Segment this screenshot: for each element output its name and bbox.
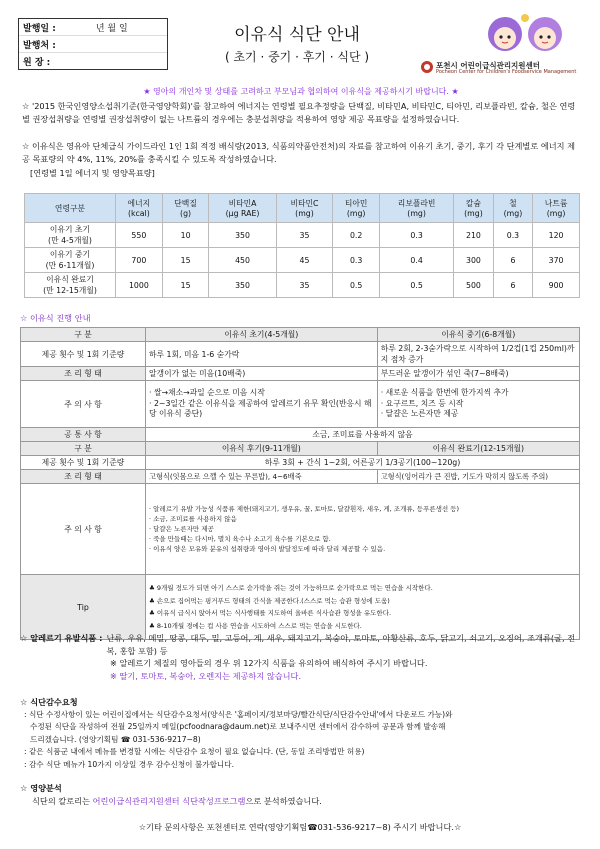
- page-title: 이유식 식단 안내: [234, 25, 360, 45]
- table-row: [21, 470, 580, 484]
- allergy-note-2: ※ 딸기, 토마토, 복숭아, 오렌지는 제공하지 않습니다.: [110, 670, 302, 681]
- nutrient-table: [24, 193, 580, 298]
- review-request-section: [20, 696, 582, 771]
- header-cell: 리보플라빈 (mg): [380, 194, 454, 223]
- table-cell: 15: [162, 273, 209, 298]
- progress-table: [20, 327, 580, 640]
- meals-late: 하루 3회 + 간식 1~2회, 어른공기 1/3공기(100~120g): [146, 456, 580, 470]
- row-label: 이유기 초기 (만 4-5개월): [25, 223, 116, 248]
- note-item: · 이유식 양은 모유와 분유의 섭취량과 영아의 발달정도에 따라 달리 제공할 수 있음.: [149, 545, 386, 553]
- table-row: [21, 367, 580, 381]
- org-name-en: Pocheon Center for Children's Foodservice Management: [436, 69, 577, 75]
- row-label-notes: 주 의 사 항: [21, 484, 146, 575]
- table-cell: 6: [493, 273, 532, 298]
- form-complete: 고형식(잉어리가 큰 진밥, 기도가 막히지 않도록 주의): [377, 470, 579, 484]
- table-row: [25, 248, 580, 273]
- note-item: · 알레르기 유발 가능성 식품류 제한(돼지고기, 생우유, 꿀, 토마토, 달걀흰자, 새우, 게, 조개류, 등푸른생선 등): [149, 505, 460, 513]
- col-header: 구 분: [21, 328, 146, 342]
- table-cell: 370: [533, 248, 580, 273]
- table-cell: 120: [533, 223, 580, 248]
- meals-early: 하루 1회, 미음 1-6 숟가락: [146, 342, 378, 367]
- tip-item: ♣ 손으로 집어먹는 핑거푸드 형태의 간식을 제공한다.(스스로 먹는 습관 형성에 도움): [149, 596, 390, 605]
- table-cell: 210: [454, 223, 493, 248]
- table-cell: 0.2: [333, 223, 380, 248]
- table-cell: 350: [209, 223, 276, 248]
- table-row: [25, 223, 580, 248]
- table-row: [21, 456, 580, 470]
- stage-late-header: 이유식 후기(9-11개월): [146, 442, 378, 456]
- table-cell: 35: [276, 273, 333, 298]
- header-cell: 나트륨 (mg): [533, 194, 580, 223]
- stage-middle-header: 이유식 중기(6-8개월): [377, 328, 579, 342]
- table-row: [21, 342, 580, 367]
- allergy-foods: 난류, 우유, 메밀, 땅콩, 대두, 밀, 고등어, 게, 새우, 돼지고기, 복숭아, 토마토, 아황산류, 호두, 닭고기, 쇠고기, 오징어, 조개류(굴, 전복, 홍합 포함) 등: [106, 633, 576, 656]
- tip-item: ♣ 이유식 급식시 앉아서 먹는 식사행태를 지도하여 올바른 식사습관 형성을 유도한다.: [149, 609, 392, 617]
- header-cell: 에너지 (kcal): [116, 194, 163, 223]
- tip-item: ♣ 8-10개월 경에는 컵 사용 연습을 시도하여 스스로 먹는 연습을 시도한다.: [149, 621, 362, 630]
- notes-early: [146, 381, 378, 428]
- table-cell: 350: [209, 273, 276, 298]
- intro-paragraph-2: ☆ 이유식은 영유아 단체급식 가이드라인 1인 1회 적정 배식량(2013, 식품의약품안전처)의 자료를 참고하여 이유기 초기, 중기, 후기 각 단계별로 에너지 제공 목표량의 약 4%, 11%, 20%를 충족시킬 수 있도록 작성하였습니다.: [22, 141, 576, 164]
- form-early: 알갱이가 없는 미음(10배죽): [146, 367, 378, 381]
- row-label: 이유식 완료기 (만 12-15개월): [25, 273, 116, 298]
- table-row: [21, 442, 580, 456]
- table-cell: 0.5: [333, 273, 380, 298]
- issue-info-box: [18, 18, 168, 70]
- table-row: [25, 273, 580, 298]
- header-cell: 티아민 (mg): [333, 194, 380, 223]
- allergy-note-1: ※ 알레르기 체질의 영아들의 경우 위 12가지 식품을 유의하여 배식하여 주시기 바랍니다.: [110, 658, 428, 668]
- review-line: : 식단 수정사항이 있는 어린이집에서는 식단감수요청서(양식은 '홈페이지/정보마당/빨간식단/식단감수안내'에서 다운로드 가능)와: [24, 709, 453, 719]
- analysis-title: ☆ 영양분석: [20, 783, 62, 793]
- intro-paragraph-1: ☆ '2015 한국인영양소섭취기준(한국영양학회)'를 참고하여 에너지는 연령별 필요추정량을 단백질, 비타민A, 비타민C, 티아민, 리보플라빈, 칼슘, 철은 연령별 권장섭취량을 연령별 권장섭취량이 없는 나트륨의 경우에는 충분섭취량을 적용하여 영양 제공 목표량을 설정하였습니다.: [22, 101, 576, 124]
- tip-item: ♣ 9개월 정도가 되면 아기 스스로 숟가락을 쥐는 것이 가능하므로 숟가락으로 먹는 연습을 시작한다.: [149, 584, 433, 592]
- header-cell: 단백질 (g): [162, 194, 209, 223]
- table-cell: 1000: [116, 273, 163, 298]
- note-item: · 죽을 만들때는 다시마, 멸치 육수나 소고기 육수를 기본으로 함.: [149, 535, 331, 543]
- table-cell: 300: [454, 248, 493, 273]
- row-label: 이유기 중기 (만 6-11개월): [25, 248, 116, 273]
- issuer-row: [19, 36, 167, 53]
- common-notes: 소금, 조미료를 사용하지 않음: [146, 428, 580, 442]
- page-subtitle: ( 초기 · 중기 · 후기 · 식단 ): [224, 50, 370, 64]
- analysis-suffix: 으로 분석하였습니다.: [245, 795, 322, 806]
- director-label: 원 장 :: [23, 57, 51, 68]
- review-line: : 감수 식단 메뉴가 10가지 이상일 경우 감수신청이 불가합니다.: [24, 759, 234, 769]
- table-cell: 0.3: [333, 248, 380, 273]
- allergy-section: [20, 632, 580, 682]
- stage-complete-header: 이유식 완료기(12-15개월): [377, 442, 579, 456]
- notes-middle: [377, 381, 579, 428]
- table-cell: 0.3: [493, 223, 532, 248]
- mascot-logo-icon: [470, 10, 580, 60]
- analysis-section: [20, 782, 580, 807]
- note-item: · 소금, 조미료를 사용하지 않음: [149, 515, 237, 523]
- table-cell: 450: [209, 248, 276, 273]
- row-label-common: 공 통 사 항: [21, 428, 146, 442]
- issuer-label: 발행처 :: [23, 40, 56, 51]
- review-line: 수정된 식단을 작성하여 전월 25일까지 메일(pcfoodnara@daum.net)로 보내주시면 센터에서 감수하여 공문과 함께 발송해: [30, 722, 446, 731]
- table-row: [21, 428, 580, 442]
- header-cell: 칼슘 (mg): [454, 194, 493, 223]
- table-row: [21, 381, 580, 428]
- table-cell: 45: [276, 248, 333, 273]
- row-label-meals: 제공 횟수 및 1회 기준량: [21, 342, 146, 367]
- form-late: 고형식(잇몸으로 으깰 수 있는 무른밥), 4~6배죽: [146, 470, 378, 484]
- table-row: [21, 575, 580, 640]
- form-middle: 부드러운 알갱이가 섞인 죽(7~8배죽): [377, 367, 579, 381]
- progress-section-title: ☆ 이유식 진행 안내: [20, 313, 91, 323]
- org-name: 포천시 어린이급식관리지원센터: [436, 61, 541, 70]
- director-row: [19, 53, 167, 69]
- col-header: 구 분: [21, 442, 146, 456]
- row-label-meals: 제공 횟수 및 1회 기준량: [21, 456, 146, 470]
- review-line: : 같은 식품군 내에서 메뉴를 변경할 시에는 식단감수 요청이 필요 없습니다. (단, 동일 조리방법만 허용): [24, 747, 365, 756]
- table-row: [21, 484, 580, 575]
- header-cell: 비타민A (μg RAE): [209, 194, 276, 223]
- table-cell: 0.5: [380, 273, 454, 298]
- allergy-line: [20, 632, 580, 657]
- note-item: · 쌀→채소→과일 순으로 미음 시작: [149, 388, 265, 398]
- org-emblem-icon: [420, 60, 434, 74]
- notes-late: [146, 484, 580, 575]
- issue-date-value: 년 월 일: [95, 23, 128, 34]
- row-label-form: 조 리 형 태: [21, 367, 146, 381]
- table-cell: 10: [162, 223, 209, 248]
- analysis-program: 어린이급식관리지원센터 식단작성프로그램: [92, 795, 246, 806]
- table-cell: 35: [276, 223, 333, 248]
- analysis-prefix: 식단의 칼로리는: [32, 795, 93, 806]
- table-cell: 700: [116, 248, 163, 273]
- row-label-notes: 주 의 사 항: [21, 381, 146, 428]
- note-item: · 요구르트, 치즈 등 시작: [380, 398, 464, 408]
- meals-middle: 하루 2회, 2-3숟가락으로 시작하여 1/2컵(1컵 250ml)까지 점차 증가: [377, 342, 579, 367]
- table-cell: 500: [454, 273, 493, 298]
- nutrient-table-caption: [연령별 1일 에너지 및 영양목표량]: [30, 168, 155, 178]
- note-item: · 2~3일간 같은 이유식을 제공하여 알레르기 유무 확인(반응시 해당 이유식 중단): [149, 398, 372, 419]
- table-cell: 15: [162, 248, 209, 273]
- note-item: · 달걀은 노른자만 제공: [380, 409, 459, 419]
- notice-banner: ★ 영아의 개인차 및 상태를 고려하고 부모님과 협의하여 이유식을 제공하시기 바랍니다. ★: [143, 87, 459, 96]
- header-cell: 철 (mg): [493, 194, 532, 223]
- table-cell: 6: [493, 248, 532, 273]
- note-item: · 달걀은 노른자만 제공: [149, 525, 214, 533]
- table-cell: 0.4: [380, 248, 454, 273]
- row-label-form: 조 리 형 태: [21, 470, 146, 484]
- nutrient-table-header: [25, 194, 580, 223]
- issue-date-row: [19, 19, 167, 36]
- issue-date-label: 발행일 :: [23, 23, 56, 34]
- analysis-line: [20, 795, 580, 808]
- footer-contact: ☆기타 문의사항은 포천센터로 연락(영양기획팀☎031-536-9217~8) 주시기 바랍니다.☆: [138, 822, 462, 832]
- stage-early-header: 이유식 초기(4-5개월): [146, 328, 378, 342]
- note-item: · 새로운 식품을 한번에 한가지씩 추가: [380, 388, 509, 398]
- allergy-label: ☆ 알레르기 유발식품 :: [20, 633, 103, 643]
- header-cell: 비타민C (mg): [276, 194, 333, 223]
- table-cell: 900: [533, 273, 580, 298]
- table-cell: 550: [116, 223, 163, 248]
- review-line: 드리겠습니다. (영양기획팀 ☎ 031-536-9217~8): [30, 734, 201, 744]
- review-request-title: ☆ 식단감수요청: [20, 697, 78, 707]
- table-cell: 0.3: [380, 223, 454, 248]
- tips: [146, 575, 580, 640]
- header-cell: 연령구분: [25, 194, 116, 223]
- table-row: [21, 328, 580, 342]
- row-label-tip: Tip: [21, 575, 146, 640]
